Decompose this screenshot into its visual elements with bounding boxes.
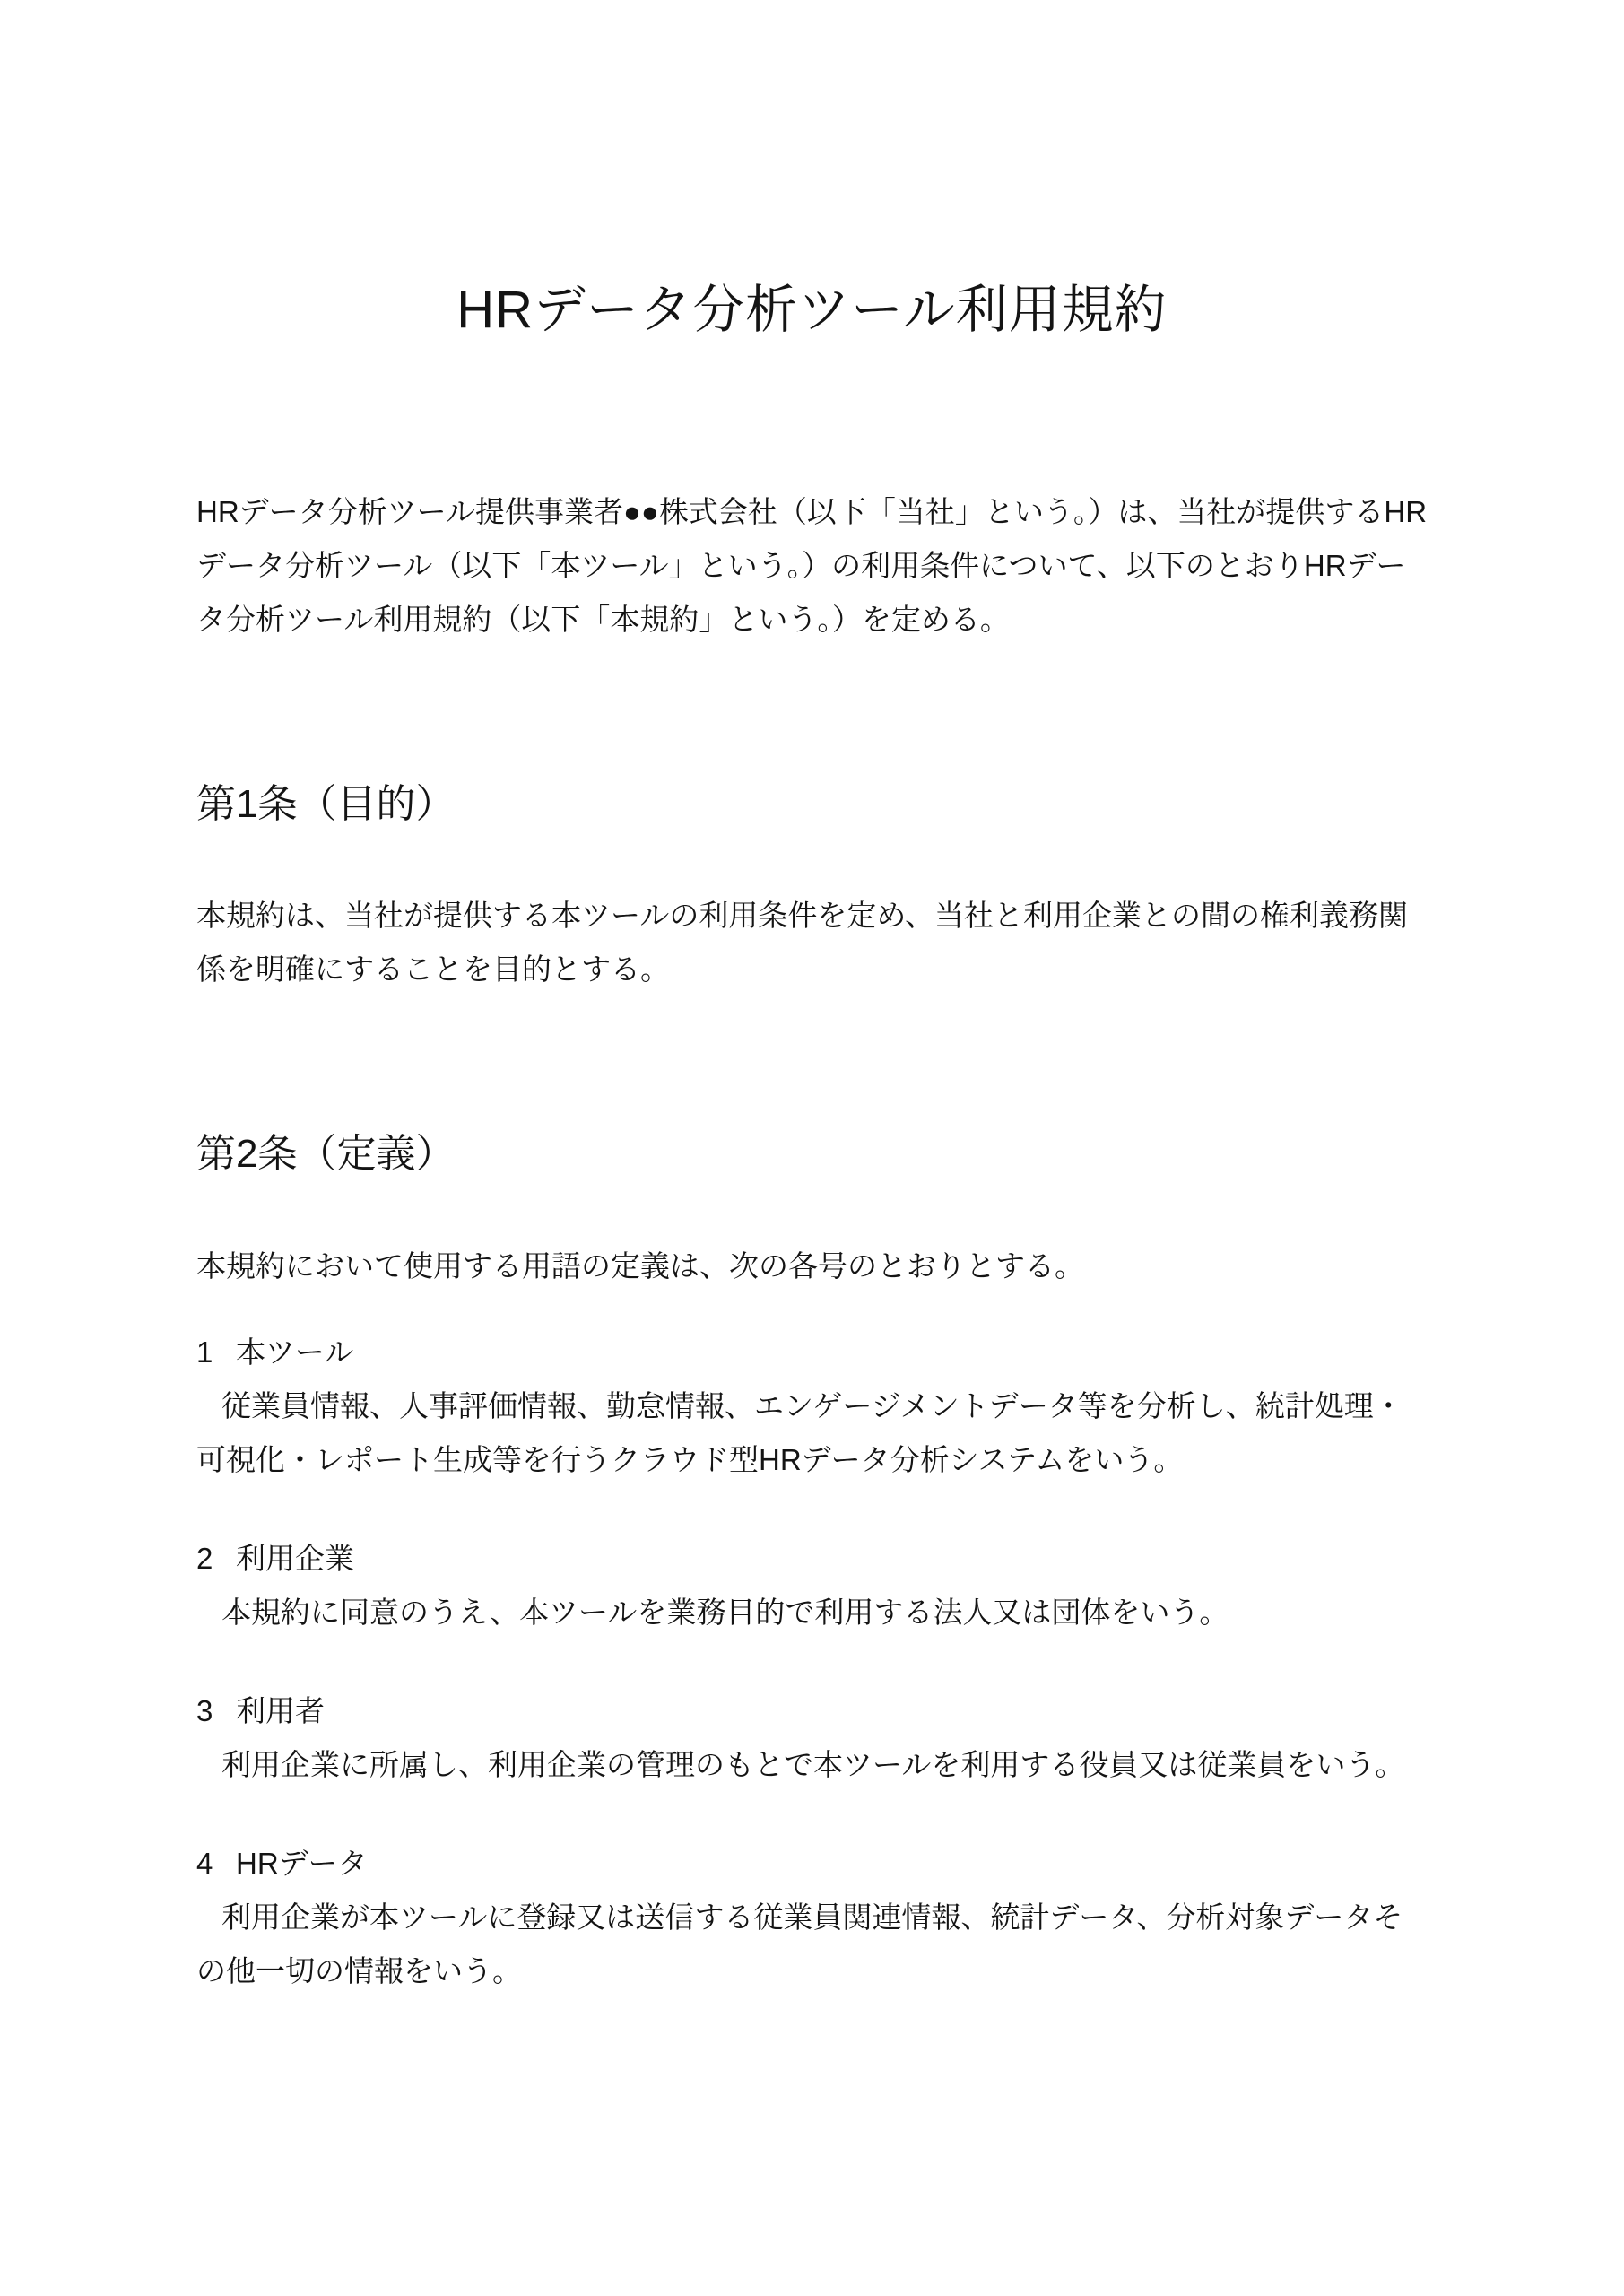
- definition-item-1: [196, 1326, 1428, 1487]
- definition-4-term-line: [196, 1837, 1428, 1891]
- definition-2-description: 本規約に同意のうえ、本ツールを業務目的で利用する法人又は団体をいう。: [221, 1596, 1229, 1630]
- definition-3-term-line: [196, 1684, 1428, 1738]
- definition-3-description: 利用企業に所属し、利用企業の管理のもとで本ツールを利用する役員又は従業員をいう。: [221, 1748, 1405, 1782]
- article-1-body: 本規約は、当社が提供する本ツールの利用条件を定め、当社と利用企業との間の権利義務関係を明確にすることを目的とする。: [196, 899, 1409, 987]
- article-2: [196, 1131, 1428, 1998]
- definition-2-number: 2: [196, 1542, 213, 1576]
- article-1: [196, 781, 1428, 997]
- intro-paragraph: HRデータ分析ツール提供事業者●●株式会社（以下「当社」という。）は、当社が提供するHRデータ分析ツール（以下「本ツール」という。）の利用条件について、以下のとおりHRデータ分析ツール利用規約（以下「本規約」という。）を定める。: [196, 494, 1428, 636]
- definition-1-number: 1: [196, 1335, 213, 1370]
- definition-item-4: [196, 1837, 1428, 1998]
- definition-4-number: 4: [196, 1847, 213, 1881]
- definition-1-term-line: [196, 1326, 1428, 1379]
- definition-2-term-line: [196, 1532, 1428, 1586]
- document-title: HRデータ分析ツール利用規約: [456, 281, 1168, 339]
- definition-1-term: 本ツール: [236, 1335, 354, 1370]
- definition-1-description: 従業員情報、人事評価情報、勤怠情報、エンゲージメントデータ等を分析し、統計処理・可視化・レポート生成等を行うクラウド型HRデータ分析システムをいう。: [196, 1389, 1403, 1477]
- article-2-heading: 第2条（定義）: [196, 1132, 456, 1177]
- definition-3-number: 3: [196, 1694, 213, 1728]
- definition-item-2: [196, 1532, 1428, 1639]
- definition-2-term: 利用企業: [236, 1542, 354, 1576]
- definition-4-description: 利用企業が本ツールに登録又は送信する従業員関連情報、統計データ、分析対象データその他一切の情報をいう。: [196, 1900, 1403, 1988]
- article-1-heading: 第1条（目的）: [196, 781, 456, 826]
- article-2-lead: 本規約において使用する用語の定義は、次の各号のとおりとする。: [196, 1249, 1084, 1283]
- definition-4-term: HRデータ: [236, 1847, 368, 1881]
- definition-item-3: [196, 1684, 1428, 1792]
- definition-3-term: 利用者: [236, 1694, 325, 1728]
